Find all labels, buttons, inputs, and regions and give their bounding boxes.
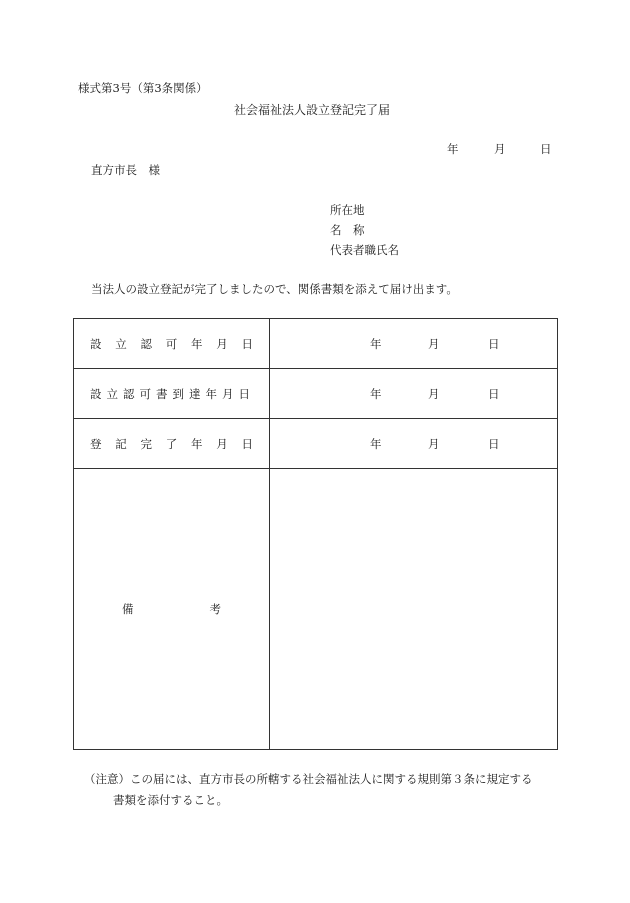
address-label: 所在地 [330,203,365,217]
month-label: 月 [428,337,440,351]
year-label: 年 [370,337,382,351]
representative-label: 代表者職氏名 [330,243,399,257]
registration-completion-date-label: 登 記 完 了 年 月 日 [74,419,270,469]
submission-year-label: 年 [447,142,459,156]
year-label: 年 [370,437,382,451]
approval-document-arrival-date-label: 設 立 認 可 書 到 達 年 月 日 [74,369,270,419]
table-row [74,319,558,369]
completion-date-field[interactable] [270,419,558,469]
note-line-2: 書類を添付すること。 [113,793,228,807]
name-label: 名 称 [330,223,365,237]
month-label: 月 [428,387,440,401]
year-label: 年 [370,387,382,401]
addressee: 直方市長 様 [91,163,160,177]
submission-month-label: 月 [494,142,506,156]
day-label: 日 [488,437,500,451]
day-label: 日 [488,337,500,351]
note-line-1: （注意）この届には、直方市長の所轄する社会福祉法人に関する規則第３条に規定する [84,772,533,786]
document-title: 社会福祉法人設立登記完了届 [234,103,391,117]
form-number: 様式第3号（第3条関係） [78,81,208,95]
approval-date-label: 設 立 認 可 年 月 日 [74,319,270,369]
remarks-field[interactable] [270,469,558,750]
month-label: 月 [428,437,440,451]
submission-day-label: 日 [540,142,552,156]
remarks-label: 備 考 [74,469,270,750]
statement-text: 当法人の設立登記が完了しましたので、関係書類を添えて届け出ます。 [91,282,458,296]
table-row [74,469,558,750]
table-row [74,419,558,469]
registration-table [73,318,558,750]
arrival-date-field[interactable] [270,369,558,419]
approval-date-field[interactable] [270,319,558,369]
day-label: 日 [488,387,500,401]
table-row [74,369,558,419]
